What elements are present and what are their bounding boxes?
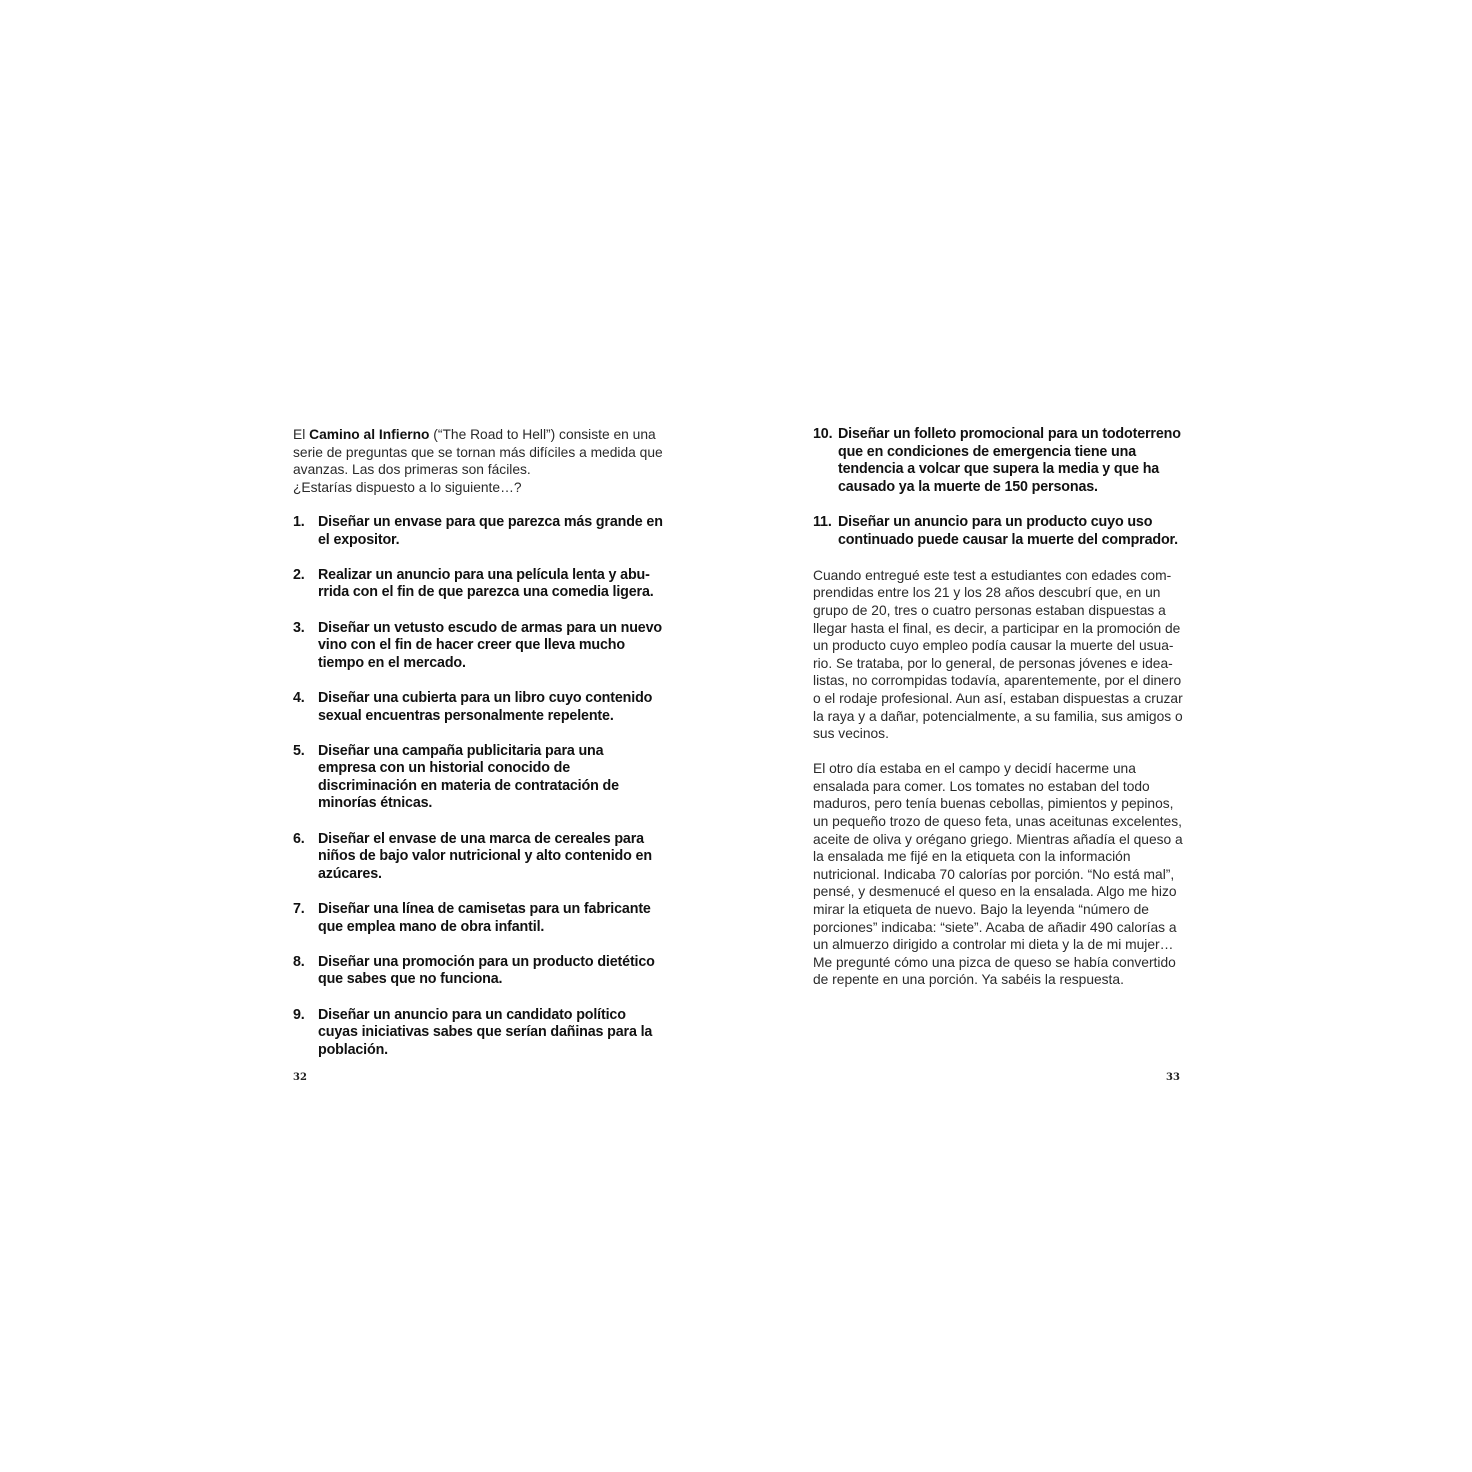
page-number-left: 32 xyxy=(293,1072,307,1083)
question-text: Diseñar un folleto promocional para un todoterreno que en condiciones de emergencia tiene una tendencia a volcar que supera la media y que ha causado ya la muerte de 150 personas. xyxy=(838,426,1181,495)
question-number: 9. xyxy=(293,1006,305,1023)
question-item xyxy=(293,690,665,725)
question-text: Diseñar una campaña publicitaria para una empresa con un historial conocido de discriminación en materia de contratación de minorías étnicas. xyxy=(318,742,619,812)
question-number: 11. xyxy=(813,513,832,530)
question-number: 10. xyxy=(813,426,833,442)
question-number: 6. xyxy=(293,830,305,847)
question-number: 4. xyxy=(293,689,305,706)
question-text: Diseñar una línea de camisetas para un fabricante que emplea mano de obra infantil. xyxy=(318,901,651,935)
question-number: 1. xyxy=(293,513,305,530)
question-item xyxy=(293,831,665,884)
intro-line4: ¿Estarías dispuesto a lo siguiente…? xyxy=(293,479,522,495)
question-text: Diseñar un envase para que parezca más grande en el expositor. xyxy=(318,513,663,548)
question-number: 2. xyxy=(293,566,305,583)
question-list-left xyxy=(293,514,665,1059)
question-text: Diseñar una cubierta para un libro cuyo contenido sexual encuentras personalmente repelente. xyxy=(318,689,653,724)
question-item xyxy=(293,954,665,989)
question-text: Diseñar un anuncio para un producto cuyo uso continuado puede causar la muerte del comprador. xyxy=(838,513,1178,548)
question-item xyxy=(293,743,665,813)
right-page xyxy=(813,426,1185,1007)
question-text: Realizar un anuncio para una película lenta y aburrida con el fin de que parezca una comedia ligera. xyxy=(318,566,654,601)
question-number: 3. xyxy=(293,619,305,636)
question-item xyxy=(293,901,665,936)
question-text: Diseñar un vetusto escudo de armas para un nuevo vino con el fin de hacer creer que lleva mucho tiempo en el mercado. xyxy=(318,619,662,671)
question-text: Diseñar un anuncio para un candidato político cuyas iniciativas sabes que serían dañinas para la población. xyxy=(318,1006,653,1058)
page-number-right: 33 xyxy=(1166,1072,1180,1083)
question-item xyxy=(813,514,1185,549)
question-item xyxy=(813,426,1185,496)
question-item xyxy=(293,514,665,549)
intro-lead: El xyxy=(293,427,310,442)
question-item xyxy=(293,620,665,673)
left-page xyxy=(293,426,665,1077)
intro-paragraph xyxy=(293,426,665,496)
question-number: 8. xyxy=(293,953,305,970)
body-paragraph-1: Cuando entregué este test a estudiantes con edades comprendidas entre los 21 y los 28 años descubrí que, en un grupo de 20, tres o cuatro personas estaban dispuestas a llegar hasta el final, es decir, a participar en la promoción de un producto cuyo empleo podía causar la muerte del usuario. Se trataba, por lo general, de personas jóvenes e idealistas, no corrompidas todavía, aparentemente, por el dinero o el rodaje profesional. Aun así, estaban dispuestas a cruzar la raya y a dañar, potencialmente, a su familia, sus amigos o sus vecinos. xyxy=(813,567,1183,742)
intro-title-bold: Camino al Infierno xyxy=(309,427,430,442)
question-number: 7. xyxy=(293,901,305,918)
intro-rest-line1: (“The Road to Hell”) consiste en una xyxy=(429,427,656,442)
intro-line2: serie de preguntas que se tornan más difíciles a medida que xyxy=(293,444,663,460)
question-item xyxy=(293,1007,665,1060)
question-text: Diseñar el envase de una marca de cereales para niños de bajo valor nutricional y alto contenido en azúcares. xyxy=(318,830,652,882)
question-item xyxy=(293,567,665,602)
question-number: 5. xyxy=(293,742,305,759)
body-paragraph-2: El otro día estaba en el campo y decidí hacerme una ensalada para comer. Los tomates no estaban del todo maduros, pero tenía buenas cebollas, pimientos y pepinos, un pequeño trozo de queso feta, unas aceitunas excelentes, aceite de oliva y orégano griego. Mientras añadía el queso a la ensalada me fijé en la etiqueta con la información nutricional. Indicaba 70 calorías por porción. “No está mal”, pensé, y desmenucé el queso en la ensalada. Algo me hizo mirar la etiqueta de nuevo. Bajo la leyenda “número de porciones” indicaba: “siete”. Acaba de añadir 490 calorías a un almuerzo dirigido a controlar mi dieta y la de mi mujer… Me pregunté cómo una pizca de queso se había convertido de repente en una porción. Ya sabéis la respuesta. xyxy=(813,761,1183,988)
question-text: Diseñar una promoción para un producto dietético que sabes que no funciona. xyxy=(318,953,655,988)
intro-line3: avanzas. Las dos primeras son fáciles. xyxy=(293,462,531,478)
question-list-right xyxy=(813,426,1185,549)
